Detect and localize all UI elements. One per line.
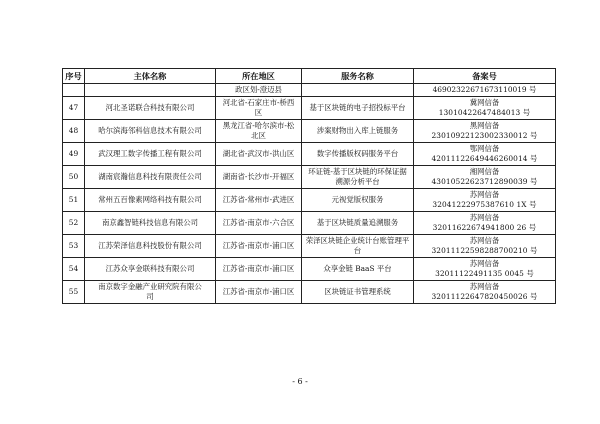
cell-region [216, 143, 302, 166]
cell-service-line: 荣泽区块链企业统计台账管理平 [305, 235, 410, 245]
cell-filing-line: 32011622674941800 26 号 [432, 223, 537, 232]
cell-no: 51 [63, 189, 85, 212]
cell-no: 49 [63, 143, 85, 166]
cell-name [85, 84, 216, 97]
cell-service-line: 环证链-基于区块链的环保证据 [308, 166, 407, 176]
cell-filing-line: 43010522623712890039 号 [431, 177, 538, 186]
cell-name-line: 武汉理工数字传播工程有限公司 [98, 148, 202, 158]
cell-service-line: 台 [353, 246, 362, 255]
cell-filing [414, 143, 556, 166]
cell-name [85, 120, 216, 143]
cell-no: 52 [63, 212, 85, 235]
cell-name-line: 司 [146, 292, 154, 301]
cell-name-line: 江苏众享金联科技有限公司 [105, 263, 195, 273]
cell-service [302, 212, 414, 235]
cell-region [216, 97, 302, 120]
cell-filing-line: 13010422647484013 号 [438, 108, 531, 117]
table-row [63, 281, 556, 304]
registry-table [62, 68, 556, 304]
cell-filing [414, 97, 556, 120]
cell-filing-line: 32041222975387610 1X 号 [432, 200, 537, 209]
table-row [63, 97, 556, 120]
cell-filing-line: 黑网信备 [469, 120, 500, 130]
cell-region-line: 北区 [251, 131, 266, 140]
cell-name [85, 189, 216, 212]
cell-filing-line: 冀网信备 [469, 97, 500, 107]
header-region: 所在地区 [216, 69, 302, 84]
cell-filing-line: 32011122491135 0045 号 [435, 269, 534, 278]
cell-name [85, 143, 216, 166]
cell-filing-line: 苏网信备 [469, 235, 500, 245]
cell-service [302, 120, 414, 143]
cell-region: 政区划-澄迈县 [216, 84, 302, 97]
cell-service [302, 166, 414, 189]
cell-region [216, 281, 302, 304]
cell-filing-line: 苏网信备 [469, 212, 500, 222]
cell-name [85, 258, 216, 281]
cell-name-line: 南京数字金融产业研究院有限公 [98, 281, 202, 291]
header-service: 服务名称 [302, 69, 414, 84]
cell-region [216, 258, 302, 281]
cell-filing [414, 189, 556, 212]
table-header-row [63, 69, 556, 84]
cell-name-line: 河北圣诺联合科技有限公司 [105, 102, 195, 112]
cell-service [302, 97, 414, 120]
cell-region-line: 江苏省-南京市-浦口区 [222, 240, 295, 250]
cell-name [85, 212, 216, 235]
cell-filing-line: 32011122598288700210 号 [431, 246, 538, 255]
cell-region [216, 166, 302, 189]
cell-filing-line: 42011122649446260014 号 [431, 154, 538, 163]
cell-service-line: 基于区块链的电子招投标平台 [309, 102, 406, 112]
cell-filing: 46902322671673110019 号 [414, 84, 556, 97]
page-number: - 6 - [292, 377, 308, 386]
table-body [63, 84, 556, 304]
cell-no: 55 [63, 281, 85, 304]
cell-region-line: 江苏省-常州市-武进区 [222, 194, 295, 204]
cell-name-line: 湖南宸瀚信息科技有限责任公司 [98, 171, 202, 181]
cell-filing-line: 苏网信备 [469, 281, 500, 291]
cell-no: 53 [63, 235, 85, 258]
cell-region-line: 黑龙江省-哈尔滨市-松 [222, 120, 295, 130]
table-row [63, 143, 556, 166]
cell-region-line: 湖北省-武汉市-洪山区 [222, 148, 295, 158]
cell-service-line: 众享金链 BaaS 平台 [323, 263, 392, 273]
cell-service [302, 235, 414, 258]
cell-filing [414, 120, 556, 143]
cell-service [302, 84, 414, 97]
cell-filing [414, 212, 556, 235]
table-row [63, 120, 556, 143]
cell-name-line: 常州五百像素网络科技有限公司 [98, 194, 202, 204]
cell-region-line: 区 [254, 108, 263, 117]
cell-service-line: 区块链证书管理系统 [324, 286, 391, 296]
cell-region-line: 河北省-石家庄市-桥西 [222, 97, 295, 107]
cell-service-line: 涉案财物出入库上链服务 [316, 125, 399, 135]
table-row [63, 258, 556, 281]
cell-service [302, 281, 414, 304]
cell-service [302, 189, 414, 212]
table-row [63, 189, 556, 212]
cell-name [85, 281, 216, 304]
cell-region-line: 江苏省-南京市-浦口区 [222, 286, 295, 296]
cell-filing-line: 鄂网信备 [469, 143, 500, 153]
cell-name [85, 97, 216, 120]
cell-name [85, 235, 216, 258]
cell-service-line: 基于区块链质量追溯服务 [316, 217, 399, 227]
cell-filing-line: 苏网信备 [469, 258, 500, 268]
cell-filing-line: 湘网信备 [469, 166, 500, 176]
cell-service [302, 258, 414, 281]
cell-filing [414, 166, 556, 189]
table-row [63, 212, 556, 235]
cell-filing-line: 苏网信备 [469, 189, 500, 199]
cell-name [85, 166, 216, 189]
cell-region-line: 江苏省-南京市-浦口区 [222, 263, 295, 273]
cell-name-line: 江苏荣泽信息科技股份有限公司 [98, 240, 202, 250]
cell-region [216, 189, 302, 212]
header-filing: 备案号 [414, 69, 556, 84]
cell-region [216, 212, 302, 235]
cell-name-line: 南京鑫智链科技信息有限公司 [101, 217, 199, 227]
header-no: 序号 [63, 69, 85, 84]
cell-service-line: 溯源分析平台 [335, 177, 380, 186]
continuation-row [63, 84, 556, 97]
cell-service-line: 元视觉版权服务 [331, 194, 384, 204]
cell-no: 50 [63, 166, 85, 189]
cell-no [63, 84, 85, 97]
cell-service-line: 数字传播版权码服务平台 [316, 148, 399, 158]
cell-no: 48 [63, 120, 85, 143]
cell-filing [414, 235, 556, 258]
cell-region [216, 235, 302, 258]
header-name: 主体名称 [85, 69, 216, 84]
cell-service [302, 143, 414, 166]
cell-name-line: 哈尔滨海邻科信息技术有限公司 [98, 125, 202, 135]
cell-filing [414, 281, 556, 304]
table-row [63, 235, 556, 258]
cell-region [216, 120, 302, 143]
cell-filing [414, 258, 556, 281]
cell-no: 54 [63, 258, 85, 281]
table-row [63, 166, 556, 189]
cell-region-line: 江苏省-南京市-六合区 [222, 217, 295, 227]
cell-no: 47 [63, 97, 85, 120]
cell-filing-line: 23010922123002330012 号 [431, 131, 538, 140]
cell-filing-line: 32011122647820450026 号 [431, 292, 538, 301]
cell-region-line: 湖南省-长沙市-开福区 [222, 171, 295, 181]
